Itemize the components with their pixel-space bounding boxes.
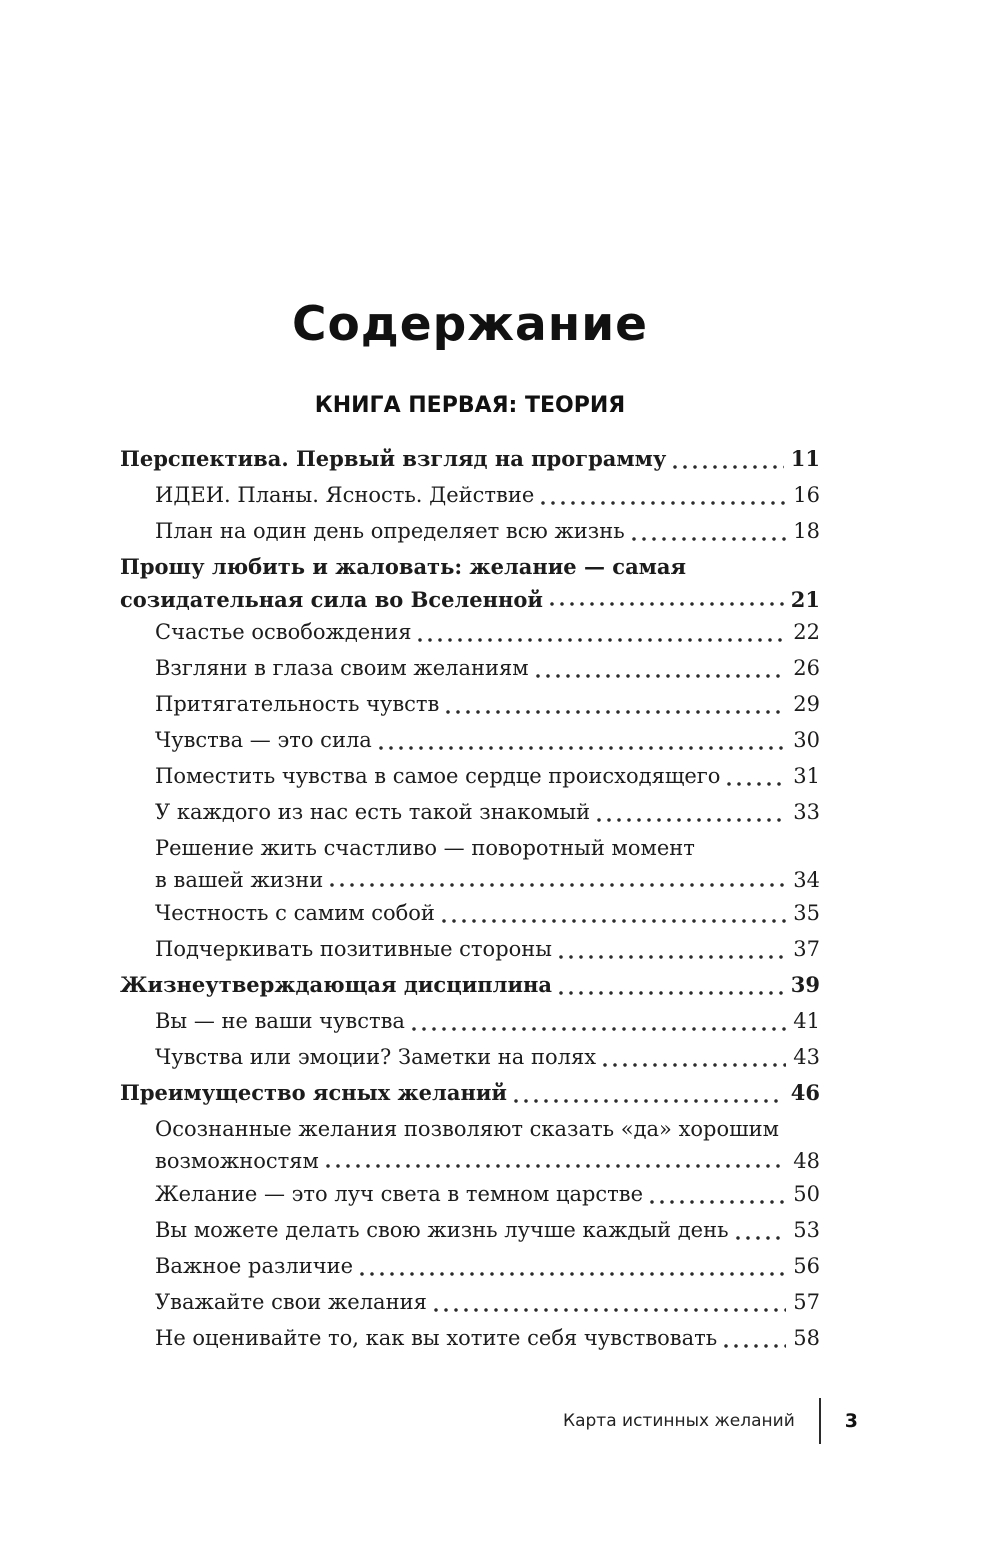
- toc-page-number: 57: [793, 1290, 820, 1314]
- dot-leader: [736, 1236, 787, 1240]
- toc-page-number: 48: [793, 1149, 820, 1173]
- toc-entry-text: Решение жить счастливо — поворотный момент: [155, 836, 695, 860]
- footer-divider: [819, 1398, 821, 1444]
- toc-entry-row: [155, 1176, 820, 1212]
- toc-entry-row: [120, 1075, 820, 1111]
- dot-leader: [603, 1063, 786, 1067]
- toc-entry: [120, 794, 820, 830]
- dot-leader: [536, 674, 787, 678]
- toc-entry-row: [155, 650, 820, 686]
- page-number: 3: [844, 1410, 858, 1432]
- dot-leader: [650, 1200, 786, 1204]
- toc-page-number: 34: [793, 868, 820, 892]
- toc-entry: [120, 1003, 820, 1039]
- toc-entry-text: Важное различие: [155, 1254, 354, 1278]
- toc-entry: [120, 686, 820, 722]
- toc-page-number: 21: [790, 587, 820, 612]
- toc-entry: [120, 614, 820, 650]
- toc-entry: [120, 967, 820, 1003]
- running-footer: [563, 1398, 858, 1444]
- toc-page-number: 29: [793, 692, 820, 716]
- page-title: Содержание: [291, 297, 649, 353]
- toc-entry-text: в вашей жизни: [155, 868, 324, 892]
- toc-entry: [120, 513, 820, 549]
- dot-leader: [541, 501, 786, 505]
- toc-page-number: 43: [793, 1045, 820, 1069]
- toc-entry: [120, 477, 820, 513]
- toc-entry: [120, 1248, 820, 1284]
- toc-entry-row: [155, 895, 820, 931]
- toc-entry-text: Уважайте свои желания: [155, 1290, 427, 1314]
- toc-entry-row: [155, 866, 820, 895]
- toc-entry-row: [120, 967, 820, 1003]
- toc-entry-text: Жизнеутверждающая дисциплина: [120, 972, 553, 997]
- toc-entry-row: [120, 585, 820, 614]
- toc-entry-row: [155, 758, 820, 794]
- toc-page-number: 22: [793, 620, 820, 644]
- toc-entry-text: созидательная сила во Вселенной: [120, 587, 543, 612]
- dot-leader: [559, 991, 784, 995]
- toc-entry-row: [155, 513, 820, 549]
- toc-page-number: 39: [790, 972, 820, 997]
- dot-leader: [379, 746, 786, 750]
- toc-entry: [120, 895, 820, 931]
- toc-entry-row: [155, 1320, 820, 1356]
- section-header: КНИГА ПЕРВАЯ: ТЕОРИЯ: [314, 393, 626, 418]
- running-footer-title: Карта истинных желаний: [563, 1411, 795, 1431]
- dot-leader: [446, 710, 786, 714]
- toc-page-number: 31: [793, 764, 820, 788]
- dot-leader: [330, 883, 786, 887]
- toc-entry-row: [155, 1147, 820, 1176]
- toc-page-number: 50: [793, 1182, 820, 1206]
- toc-page-number: 37: [793, 937, 820, 961]
- dot-leader: [412, 1027, 786, 1031]
- toc-entry: [120, 1212, 820, 1248]
- toc-entry-row: [155, 794, 820, 830]
- toc-entry: [120, 1320, 820, 1356]
- toc-entry-row: [155, 477, 820, 513]
- toc-page-number: 30: [793, 728, 820, 752]
- dot-leader: [418, 638, 786, 642]
- dot-leader: [514, 1099, 784, 1103]
- toc-entry-text: Прошу любить и жаловать: желание — самая: [120, 554, 687, 579]
- toc-entry-text: возможностям: [155, 1149, 319, 1173]
- dot-leader: [360, 1272, 786, 1276]
- toc-entry: [120, 722, 820, 758]
- toc-entry-row: [155, 931, 820, 967]
- toc-page-number: 11: [790, 446, 820, 471]
- toc-entry: [120, 549, 820, 614]
- toc-page-number: 56: [793, 1254, 820, 1278]
- dot-leader: [724, 1344, 786, 1348]
- toc-entry: [120, 758, 820, 794]
- toc-page-number: 33: [793, 800, 820, 824]
- dot-leader: [727, 782, 786, 786]
- toc-entry: [120, 650, 820, 686]
- toc-entry: [120, 931, 820, 967]
- toc-entry-row: [155, 1248, 820, 1284]
- toc-page-number: 16: [793, 483, 820, 507]
- toc-page-number: 35: [793, 901, 820, 925]
- toc-page-number: 41: [793, 1009, 820, 1033]
- toc-entry: [120, 1039, 820, 1075]
- toc-entry-text: Желание — это луч света в темном царстве: [155, 1182, 644, 1206]
- toc-entry: [120, 830, 820, 895]
- toc-page-number: 18: [793, 519, 820, 543]
- toc-entry: [120, 1075, 820, 1111]
- toc-entry-text: Не оценивайте то, как вы хотите себя чувствовать: [155, 1326, 718, 1350]
- toc-page-number: 46: [790, 1080, 820, 1105]
- toc-entry-text: Взгляни в глаза своим желаниям: [155, 656, 529, 680]
- dot-leader: [442, 919, 786, 923]
- toc-entry-text: Перспектива. Первый взгляд на программу: [120, 446, 667, 471]
- dot-leader: [673, 465, 783, 469]
- toc-entry: [120, 1284, 820, 1320]
- toc-page-number: 26: [793, 656, 820, 680]
- toc-entry-row: [155, 722, 820, 758]
- toc-entry-row: [155, 1212, 820, 1248]
- toc-entry-text: Чувства — это сила: [155, 728, 372, 752]
- toc-entry-row: [120, 441, 820, 477]
- dot-leader: [559, 955, 786, 959]
- toc-entry-text: План на один день определяет всю жизнь: [155, 519, 625, 543]
- toc-entry-text: Осознанные желания позволяют сказать «да» хорошим: [155, 1117, 780, 1141]
- dot-leader: [326, 1164, 786, 1168]
- toc-entry-text: Преимущество ясных желаний: [120, 1080, 507, 1105]
- dot-leader: [434, 1308, 786, 1312]
- dot-leader: [550, 602, 784, 606]
- toc-entry-text: Счастье освобождения: [155, 620, 412, 644]
- toc-page-number: 53: [793, 1218, 820, 1242]
- toc-entry: [120, 1176, 820, 1212]
- toc-entry-text: Вы можете делать свою жизнь лучше каждый день: [155, 1218, 729, 1242]
- toc-entry-row: [155, 614, 820, 650]
- toc-entry-row: [155, 1003, 820, 1039]
- toc-entry-text: Чувства или эмоции? Заметки на полях: [155, 1045, 597, 1069]
- toc-entry-text: Подчеркивать позитивные стороны: [155, 937, 552, 961]
- toc-entry-row: [155, 1284, 820, 1320]
- toc-entry-text: Вы — не ваши чувства: [155, 1009, 405, 1033]
- toc-entry-row: [155, 686, 820, 722]
- toc-entry-text: У каждого из нас есть такой знакомый: [155, 800, 591, 824]
- toc-entry-row: [155, 1039, 820, 1075]
- toc-entry-text: ИДЕИ. Планы. Ясность. Действие: [155, 483, 535, 507]
- dot-leader: [597, 818, 786, 822]
- dot-leader: [632, 537, 787, 541]
- toc-page-number: 58: [793, 1326, 820, 1350]
- toc-list: [120, 441, 820, 1356]
- toc-entry-text: Честность с самим собой: [155, 901, 435, 925]
- toc-entry-text: Притягательность чувств: [155, 692, 440, 716]
- toc-entry-text: Поместить чувства в самое сердце происходящего: [155, 764, 721, 788]
- toc-entry: [120, 1111, 820, 1176]
- toc-entry: [120, 441, 820, 477]
